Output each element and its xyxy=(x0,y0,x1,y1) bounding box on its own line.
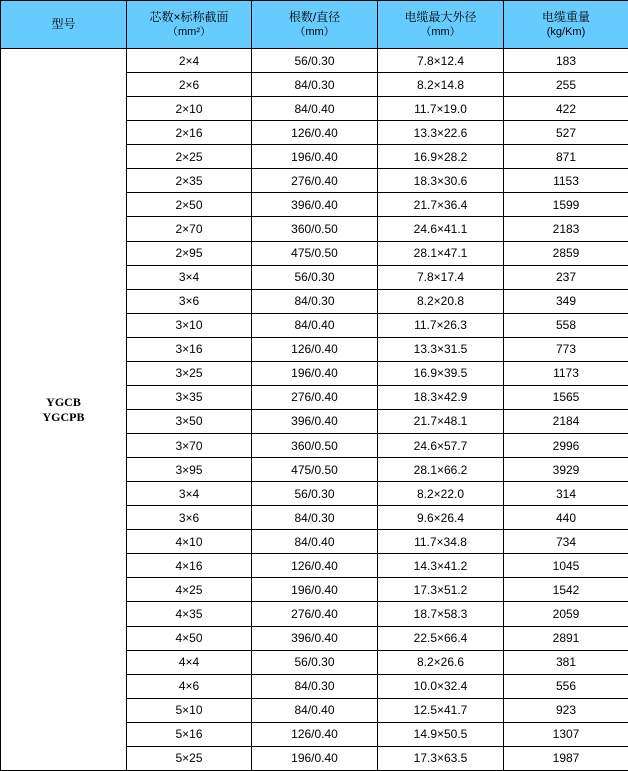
cell-cores: 4×4 xyxy=(127,650,252,674)
cell-diameter: 16.9×39.5 xyxy=(378,361,504,385)
cell-weight: 527 xyxy=(504,121,628,145)
cell-cores: 3×50 xyxy=(127,409,252,433)
cell-strands: 84/0.40 xyxy=(252,313,378,337)
cell-weight: 871 xyxy=(504,145,628,169)
cell-diameter: 10.0×32.4 xyxy=(378,674,504,698)
cell-cores: 2×95 xyxy=(127,241,252,265)
cell-strands: 126/0.40 xyxy=(252,337,378,361)
cell-cores: 2×6 xyxy=(127,73,252,97)
cell-diameter: 21.7×36.4 xyxy=(378,193,504,217)
cell-strands: 360/0.50 xyxy=(252,434,378,458)
cell-strands: 196/0.40 xyxy=(252,145,378,169)
cell-weight: 2059 xyxy=(504,602,628,626)
cell-diameter: 17.3×63.5 xyxy=(378,746,504,770)
cell-diameter: 11.7×26.3 xyxy=(378,313,504,337)
cell-strands: 84/0.30 xyxy=(252,506,378,530)
cell-diameter: 18.7×58.3 xyxy=(378,602,504,626)
cell-weight: 1542 xyxy=(504,578,628,602)
cell-strands: 84/0.30 xyxy=(252,73,378,97)
cell-strands: 84/0.40 xyxy=(252,97,378,121)
cell-diameter: 18.3×30.6 xyxy=(378,169,504,193)
cell-strands: 276/0.40 xyxy=(252,385,378,409)
header-row xyxy=(1,1,628,49)
cell-weight: 381 xyxy=(504,650,628,674)
cell-weight: 1153 xyxy=(504,169,628,193)
cell-weight: 2891 xyxy=(504,626,628,650)
cell-strands: 196/0.40 xyxy=(252,361,378,385)
cell-cores: 3×6 xyxy=(127,506,252,530)
cell-weight: 556 xyxy=(504,674,628,698)
cell-strands: 475/0.50 xyxy=(252,241,378,265)
cell-diameter: 11.7×19.0 xyxy=(378,97,504,121)
cell-cores: 2×35 xyxy=(127,169,252,193)
cell-cores: 2×50 xyxy=(127,193,252,217)
model-name: YGCPB xyxy=(42,409,85,424)
header-strands: 根数/直径 （mm） xyxy=(252,1,378,49)
cell-cores: 3×6 xyxy=(127,289,252,313)
header-cores: 芯数×标称截面 （mm²） xyxy=(127,1,252,49)
cell-diameter: 18.3×42.9 xyxy=(378,385,504,409)
cell-cores: 3×35 xyxy=(127,385,252,409)
cell-diameter: 8.2×20.8 xyxy=(378,289,504,313)
cell-weight: 183 xyxy=(504,49,628,73)
cell-weight: 1987 xyxy=(504,746,628,770)
cell-cores: 3×16 xyxy=(127,337,252,361)
cell-strands: 56/0.30 xyxy=(252,49,378,73)
cell-weight: 1173 xyxy=(504,361,628,385)
cell-strands: 56/0.30 xyxy=(252,650,378,674)
cell-cores: 2×10 xyxy=(127,97,252,121)
cell-weight: 422 xyxy=(504,97,628,121)
cell-weight: 349 xyxy=(504,289,628,313)
cell-diameter: 8.2×22.0 xyxy=(378,482,504,506)
cell-cores: 4×25 xyxy=(127,578,252,602)
cell-diameter: 8.2×26.6 xyxy=(378,650,504,674)
cell-diameter: 17.3×51.2 xyxy=(378,578,504,602)
cell-diameter: 14.9×50.5 xyxy=(378,722,504,746)
cell-weight: 237 xyxy=(504,265,628,289)
cell-strands: 396/0.40 xyxy=(252,409,378,433)
cell-cores: 2×4 xyxy=(127,49,252,73)
cell-weight: 923 xyxy=(504,698,628,722)
cell-diameter: 13.3×22.6 xyxy=(378,121,504,145)
cell-weight: 558 xyxy=(504,313,628,337)
cell-cores: 3×10 xyxy=(127,313,252,337)
cell-strands: 84/0.40 xyxy=(252,530,378,554)
cell-diameter: 7.8×17.4 xyxy=(378,265,504,289)
cell-cores: 3×95 xyxy=(127,458,252,482)
cell-strands: 276/0.40 xyxy=(252,169,378,193)
cell-strands: 84/0.40 xyxy=(252,698,378,722)
cell-strands: 276/0.40 xyxy=(252,602,378,626)
cell-diameter: 28.1×47.1 xyxy=(378,241,504,265)
model-name: YGCB xyxy=(46,394,81,409)
cell-diameter: 16.9×28.2 xyxy=(378,145,504,169)
model-cell xyxy=(1,49,127,771)
cell-weight: 2183 xyxy=(504,217,628,241)
table-body xyxy=(1,49,628,771)
cell-strands: 126/0.40 xyxy=(252,722,378,746)
cell-strands: 396/0.40 xyxy=(252,626,378,650)
cell-diameter: 12.5×41.7 xyxy=(378,698,504,722)
cell-strands: 126/0.40 xyxy=(252,121,378,145)
cell-weight: 255 xyxy=(504,73,628,97)
table-row xyxy=(1,49,628,73)
cell-cores: 3×70 xyxy=(127,434,252,458)
cell-diameter: 21.7×48.1 xyxy=(378,409,504,433)
cell-strands: 84/0.30 xyxy=(252,289,378,313)
cell-weight: 1565 xyxy=(504,385,628,409)
cell-diameter: 24.6×41.1 xyxy=(378,217,504,241)
cell-cores: 5×16 xyxy=(127,722,252,746)
cell-strands: 396/0.40 xyxy=(252,193,378,217)
cell-cores: 3×4 xyxy=(127,265,252,289)
cell-cores: 2×16 xyxy=(127,121,252,145)
header-weight: 电缆重量 (kg/Km) xyxy=(504,1,628,49)
cell-strands: 56/0.30 xyxy=(252,482,378,506)
cell-weight: 2859 xyxy=(504,241,628,265)
header-model: 型号 xyxy=(1,1,127,49)
cell-cores: 5×25 xyxy=(127,746,252,770)
cell-diameter: 9.6×26.4 xyxy=(378,506,504,530)
cell-strands: 196/0.40 xyxy=(252,746,378,770)
cell-strands: 196/0.40 xyxy=(252,578,378,602)
cell-strands: 475/0.50 xyxy=(252,458,378,482)
cell-cores: 4×16 xyxy=(127,554,252,578)
cell-cores: 2×70 xyxy=(127,217,252,241)
cell-weight: 1045 xyxy=(504,554,628,578)
cell-weight: 314 xyxy=(504,482,628,506)
cell-diameter: 14.3×41.2 xyxy=(378,554,504,578)
cell-weight: 2996 xyxy=(504,434,628,458)
header-diameter: 电缆最大外径 （mm） xyxy=(378,1,504,49)
cell-diameter: 24.6×57.7 xyxy=(378,434,504,458)
cell-weight: 1599 xyxy=(504,193,628,217)
cell-strands: 360/0.50 xyxy=(252,217,378,241)
cell-diameter: 8.2×14.8 xyxy=(378,73,504,97)
cell-weight: 1307 xyxy=(504,722,628,746)
cell-cores: 2×25 xyxy=(127,145,252,169)
cell-strands: 126/0.40 xyxy=(252,554,378,578)
cell-cores: 4×35 xyxy=(127,602,252,626)
cell-diameter: 28.1×66.2 xyxy=(378,458,504,482)
cell-diameter: 13.3×31.5 xyxy=(378,337,504,361)
cell-diameter: 11.7×34.8 xyxy=(378,530,504,554)
cell-weight: 440 xyxy=(504,506,628,530)
cell-weight: 734 xyxy=(504,530,628,554)
cell-diameter: 7.8×12.4 xyxy=(378,49,504,73)
cell-cores: 4×6 xyxy=(127,674,252,698)
cell-strands: 56/0.30 xyxy=(252,265,378,289)
cell-cores: 4×50 xyxy=(127,626,252,650)
cell-strands: 84/0.30 xyxy=(252,674,378,698)
cell-cores: 4×10 xyxy=(127,530,252,554)
cell-cores: 5×10 xyxy=(127,698,252,722)
cell-weight: 2184 xyxy=(504,409,628,433)
cell-cores: 3×25 xyxy=(127,361,252,385)
cell-cores: 3×4 xyxy=(127,482,252,506)
cell-weight: 3929 xyxy=(504,458,628,482)
cell-weight: 773 xyxy=(504,337,628,361)
cell-diameter: 22.5×66.4 xyxy=(378,626,504,650)
